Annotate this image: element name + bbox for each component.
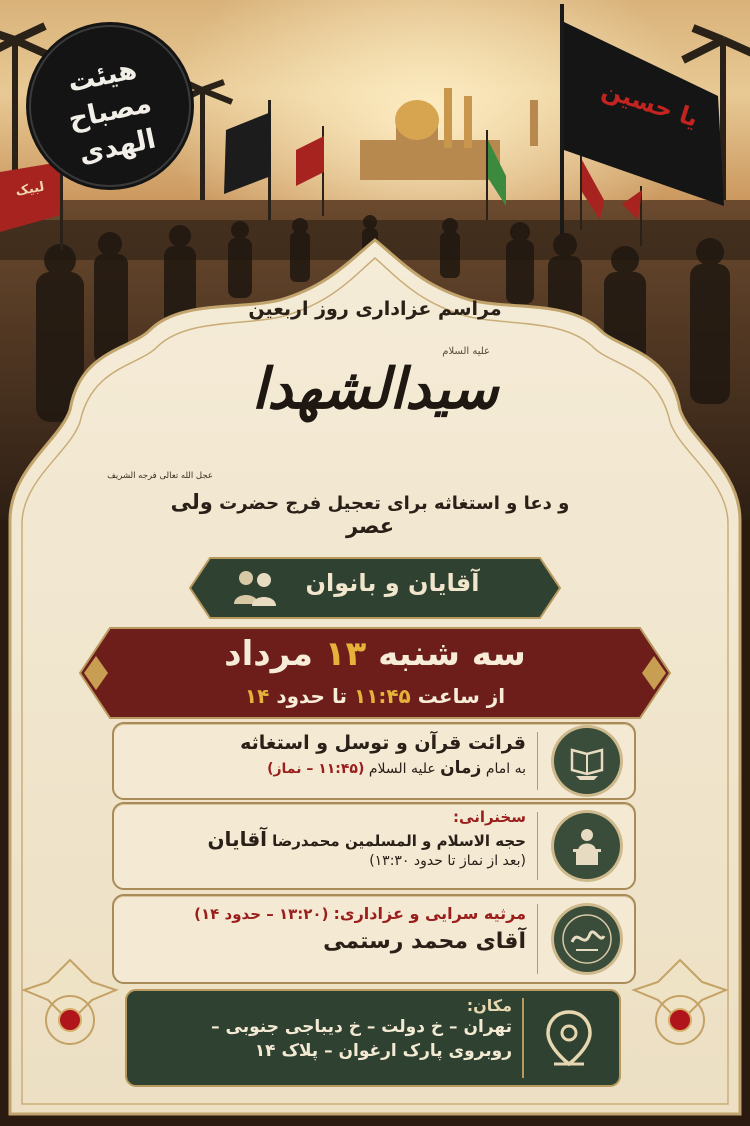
note-text: عجل الله تعالی فرجه الشریف xyxy=(107,471,213,481)
location-label: مکان: xyxy=(466,996,512,1015)
date-month: مرداد xyxy=(224,634,313,674)
time-from: از ساعت xyxy=(417,684,506,708)
left-ruby xyxy=(59,1009,81,1031)
calligraphy-text: سیدالشهدا xyxy=(251,356,499,422)
people-icon xyxy=(230,568,282,608)
program-1-subtitle xyxy=(128,758,526,778)
program-1-name: زمان xyxy=(440,758,482,778)
flag-text: یا حسین xyxy=(598,75,702,133)
program-2-label: سخنرانی: xyxy=(453,808,526,826)
honorific: علیه السلام xyxy=(442,346,490,357)
audience-label: آقایان و بانوان xyxy=(305,569,480,597)
divider xyxy=(537,904,539,974)
program-3-label: مرثیه سرایی و عزاداری: xyxy=(333,904,526,923)
divider xyxy=(537,812,539,880)
time-start: ۱۱:۴۵ xyxy=(353,684,411,708)
program-3-time: (۱۳:۲۰ – حدود ۱۴) xyxy=(194,905,329,923)
subtitle: مراسم عزاداری روز اربعین xyxy=(248,298,502,320)
time-end: ۱۴ xyxy=(244,684,270,708)
program-3-header xyxy=(128,904,526,923)
program-2-title: حجه الاسلام و المسلمین محمدرضا xyxy=(272,832,526,850)
date-number: ۱۳ xyxy=(324,634,367,674)
program-2-name: آقایان xyxy=(207,827,268,851)
location-text xyxy=(140,996,512,1063)
location-line-2: روبروی پارک ارغوان – پلاک ۱۴ xyxy=(254,1041,512,1061)
program-2-time: (بعد از نماز تا حدود ۱۳:۳۰) xyxy=(369,853,526,869)
speaker-icon xyxy=(554,813,620,879)
program-1-title: قرائت قرآن و توسل و استغاثه xyxy=(240,732,526,754)
program-3-name: آقای محمد رستمی xyxy=(323,929,526,954)
quran-icon xyxy=(554,728,620,794)
location-line-1: تهران – خ دولت – خ دیباجی جنوبی – xyxy=(211,1017,512,1037)
time-to: تا حدود xyxy=(276,684,347,708)
dua-name: ولی عصر xyxy=(170,490,395,538)
program-item xyxy=(112,722,636,800)
location-pin-icon xyxy=(534,1004,604,1074)
calligraphy-title xyxy=(200,330,550,450)
date-day: سه شنبه xyxy=(378,634,526,674)
dua-text xyxy=(150,490,590,538)
divider xyxy=(537,732,539,790)
program-1-post: علیه السلام xyxy=(368,761,436,777)
program-item xyxy=(112,894,636,984)
dua-pre: و دعا و استغاثه برای تعجیل فرج حضرت xyxy=(219,493,570,514)
right-ruby xyxy=(669,1009,691,1031)
program-item xyxy=(112,802,636,890)
date-time xyxy=(150,684,600,708)
left-flag-text: لبیک xyxy=(14,179,46,200)
date-title xyxy=(150,634,600,674)
logo-text: هیئت مصباح الهدی xyxy=(65,53,159,170)
program-1-pre: به امام xyxy=(485,761,526,777)
program-2-speaker xyxy=(128,827,526,851)
location-divider xyxy=(522,998,524,1078)
program-1-time: (۱۱:۴۵ – نماز) xyxy=(267,761,365,777)
calligraphy-seal-icon xyxy=(554,906,620,972)
